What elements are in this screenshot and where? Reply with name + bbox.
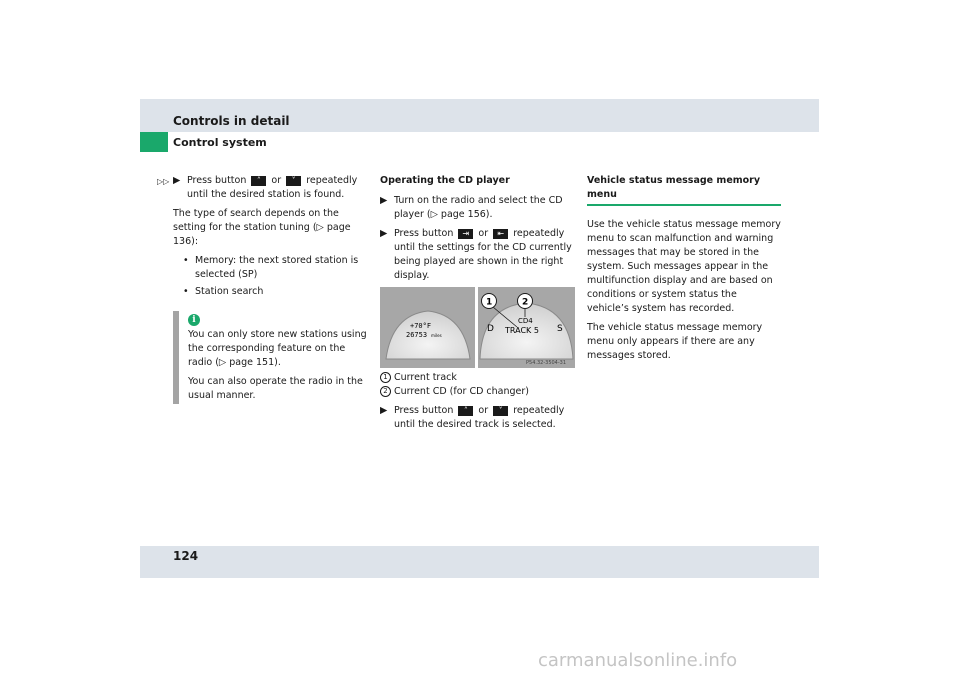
left-temp-text: +70°F — [410, 322, 432, 330]
section-marker — [140, 132, 168, 152]
info-box — [188, 328, 370, 408]
prev-key-icon: ⇤ — [493, 229, 508, 239]
cd-display-figure — [380, 287, 575, 368]
arrow-icon: ▶ — [173, 175, 181, 186]
callout-2-text: 2 — [522, 297, 529, 308]
list-item-text: Station search — [195, 286, 264, 297]
list-item — [183, 285, 368, 299]
instruction-step — [380, 194, 575, 222]
figure-code: P54.32-3504-31 — [526, 360, 567, 366]
info-icon: i — [188, 314, 200, 326]
section-heading: Operating the CD player — [380, 175, 510, 186]
step-text: Press button — [394, 228, 454, 239]
or-text: or — [478, 228, 489, 239]
legend-item — [380, 385, 575, 399]
instruction-step — [173, 174, 368, 202]
info-text: You can also operate the radio in the usual manner. — [188, 376, 363, 401]
track-label: TRACK 5 — [505, 326, 539, 335]
paragraph: The type of search depends on the setting for the station tuning (▷ page 136): — [173, 208, 351, 247]
column-3 — [587, 174, 781, 368]
arrow-icon: ▶ — [380, 405, 388, 416]
footer-band — [140, 546, 819, 578]
section-heading: Vehicle status message memory menu — [587, 175, 761, 200]
list-item-text: Memory: the next stored station is selected (SP) — [195, 255, 359, 280]
step-text: repeatedly until the settings for the CD currently being played are shown in the right display. — [394, 228, 572, 281]
up-key-icon: ˄ — [458, 406, 473, 416]
or-text: or — [271, 175, 282, 186]
paragraph: Use the vehicle status message memory menu to scan malfunction and warning messages that may be stored in the system. Such messages appear in the multifunction display and are based on conditions or system status the vehicle’s system has recorded. — [587, 219, 781, 314]
arrow-icon: ▶ — [380, 195, 388, 206]
down-key-icon: ˅ — [493, 406, 508, 416]
or-text: or — [478, 405, 489, 416]
gear-d-label: D — [487, 324, 494, 334]
figure-legend — [380, 371, 575, 437]
arrow-icon: ▶ — [380, 228, 388, 239]
legend-text: Current track — [394, 372, 457, 383]
legend-number: 1 — [380, 372, 391, 383]
left-unit-text: miles — [431, 333, 442, 338]
step-text: repeatedly until the desired station is found. — [187, 175, 358, 200]
paragraph: The vehicle status message memory menu only appears if there are any messages stored. — [587, 322, 763, 361]
section-title: Control system — [173, 136, 267, 149]
step-text: Turn on the radio and select the CD player (▷ page 156). — [394, 195, 563, 220]
page-number: 124 — [173, 549, 199, 563]
continuation-marker: ▷▷ — [157, 177, 170, 186]
cd-label: CD4 — [518, 317, 533, 325]
page-title: Controls in detail — [173, 114, 290, 128]
down-key-icon: ˅ — [286, 176, 301, 186]
bullet-icon: • — [183, 255, 189, 266]
list-item — [183, 254, 368, 282]
heading-rule — [587, 204, 781, 206]
step-text: repeatedly until the desired track is selected. — [394, 405, 565, 430]
gear-s-label: S — [557, 324, 563, 334]
watermark: carmanualsonline.info — [538, 650, 738, 671]
callout-1-text: 1 — [486, 297, 493, 308]
legend-number: 2 — [380, 386, 391, 397]
left-odo-text: 26753 — [406, 331, 428, 339]
step-text: Press button — [187, 175, 247, 186]
info-text: You can only store new stations using the corresponding feature on the radio (▷ page 151). — [188, 329, 367, 368]
legend-text: Current CD (for CD changer) — [394, 386, 529, 397]
next-key-icon: ⇥ — [458, 229, 473, 239]
column-2 — [380, 174, 575, 288]
column-1 — [173, 174, 368, 302]
instruction-step — [380, 404, 575, 432]
figure-svg — [380, 287, 575, 368]
legend-item — [380, 371, 575, 385]
up-key-icon: ˄ — [251, 176, 266, 186]
instruction-step — [380, 227, 575, 283]
step-text: Press button — [394, 405, 454, 416]
info-bar — [173, 311, 179, 404]
bullet-icon: • — [183, 286, 189, 297]
